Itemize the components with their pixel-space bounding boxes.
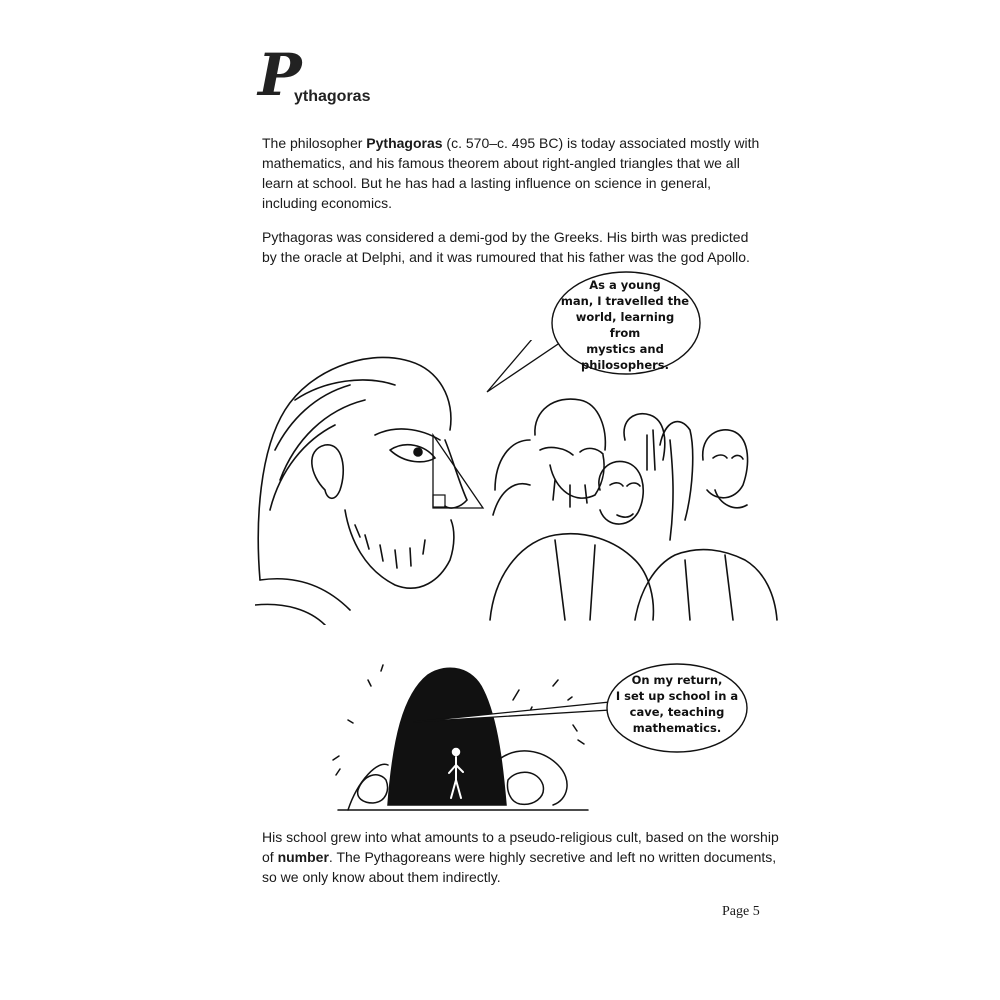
bubble-line: man, I travelled the <box>560 294 690 308</box>
speech-bubble-travels <box>560 277 690 373</box>
title-dropcap: P <box>258 41 302 109</box>
demigod-paragraph: Pythagoras was considered a demi-god by the Greeks. His birth was predicted by the oracle at Delphi, and it was rumoured that his father was the god Apollo. <box>262 229 750 265</box>
school-text-start: His school grew into what amounts to a pseudo-religious cult, based on the worship of <box>262 829 779 865</box>
mystic-bald-head <box>535 399 605 450</box>
title-rest: ythagoras <box>294 88 371 105</box>
intro-bold-name: Pythagoras <box>366 135 443 151</box>
bubble-line: On my return, <box>631 673 723 687</box>
bubble-line: mathematics. <box>632 721 722 735</box>
bubble-line: As a young <box>589 278 661 292</box>
intro-text-start: The philosopher <box>262 135 367 151</box>
bubble-line: I set up school in a <box>615 689 739 703</box>
intro-paragraph <box>262 133 762 213</box>
intro-text-end: (c. 570–c. 495 BC) is today associated mostly with mathematics, and his famous theorem about right-angled triangles that we all learn at school. But he has had a lasting influence on science in general, including economics. <box>262 135 760 211</box>
bubble-line: world, learning from <box>575 310 675 340</box>
bubble-line: philosophers. <box>580 358 670 372</box>
speech-bubble-cave <box>612 672 742 736</box>
page-number: Page 5 <box>722 904 760 919</box>
bubble-line: mystics and <box>586 342 664 356</box>
school-bold-keyword: number <box>277 849 329 865</box>
school-text-end: . The Pythagoreans were highly secretive and left no written documents, so we only know about them indirectly. <box>262 849 777 885</box>
school-paragraph <box>262 827 782 887</box>
bubble-line: cave, teaching <box>629 705 725 719</box>
cave-opening <box>388 668 506 805</box>
